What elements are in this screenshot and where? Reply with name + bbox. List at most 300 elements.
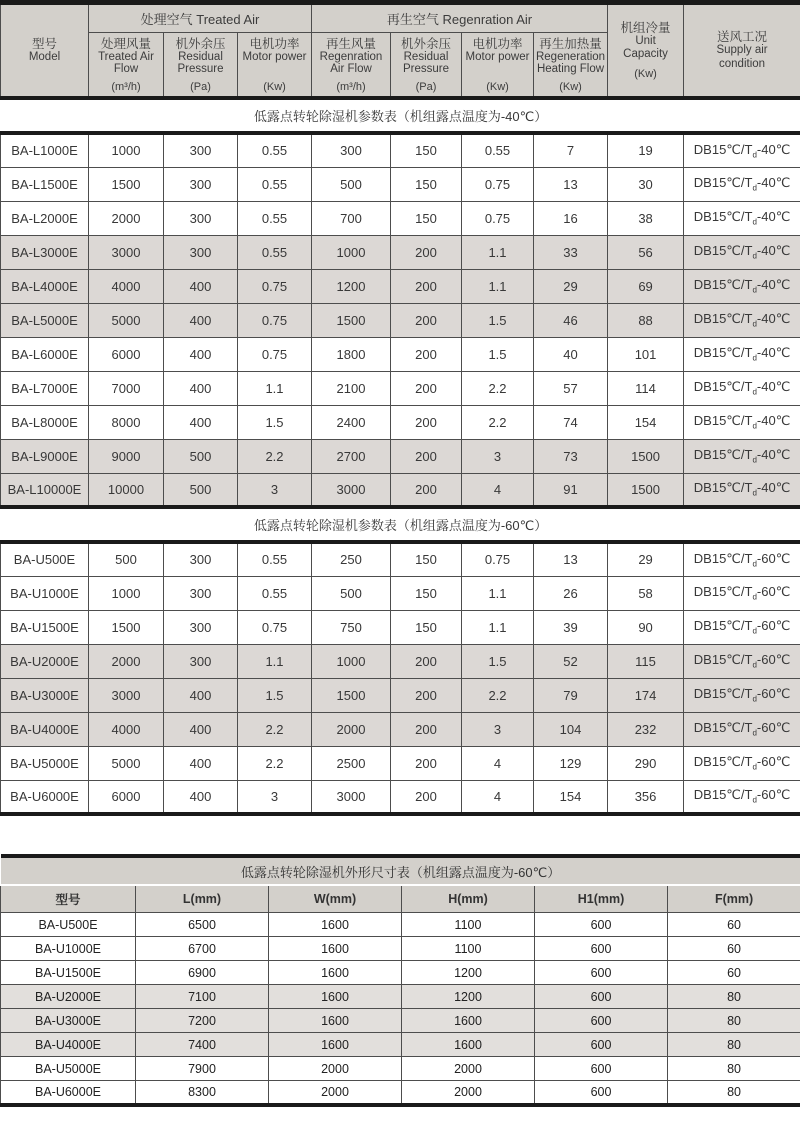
value-cell: 2400 — [312, 405, 391, 439]
value-cell: 3 — [462, 712, 534, 746]
model-cell: BA-U5000E — [1, 1057, 136, 1081]
value-cell: 6000 — [89, 337, 164, 371]
supply-condition-text: -60℃ — [756, 618, 791, 634]
supply-condition-text: -60℃ — [756, 787, 791, 803]
value-cell: 1500 — [608, 439, 684, 473]
table-row — [1, 439, 800, 473]
table-row — [1, 678, 800, 712]
value-cell: 4000 — [89, 712, 164, 746]
value-cell: 0.55 — [238, 201, 312, 235]
table-row — [1, 337, 800, 371]
supply-condition-cell — [684, 712, 800, 746]
supply-condition-text: d — [752, 353, 757, 363]
table-row — [1, 1057, 800, 1081]
table-row — [1, 780, 800, 814]
table-row — [1, 371, 800, 405]
value-cell: 1.5 — [462, 644, 534, 678]
supply-condition-text: DB15℃/T — [693, 652, 753, 668]
value-cell: 150 — [391, 610, 462, 644]
supply-condition-text: DB15℃/T — [693, 720, 753, 736]
value-cell: 1500 — [608, 473, 684, 507]
supply-condition-text: -60℃ — [756, 652, 791, 668]
col-group-regen-air: 再生空气 Regenration Air — [312, 3, 608, 33]
supply-condition-text: DB15℃/T — [693, 618, 753, 634]
dim-value-cell: 7200 — [136, 1009, 269, 1033]
value-cell: 79 — [534, 678, 608, 712]
dimension-table-title-row — [1, 856, 800, 885]
value-cell: 700 — [312, 201, 391, 235]
model-cell: BA-U2000E — [1, 985, 136, 1009]
supply-condition-text: DB15℃/T — [693, 480, 753, 496]
value-cell: 200 — [391, 780, 462, 814]
table-row — [1, 712, 800, 746]
value-cell: 2500 — [312, 746, 391, 780]
model-cell: BA-U6000E — [1, 1081, 136, 1105]
supply-condition-text: d — [752, 183, 757, 193]
value-cell: 4 — [462, 780, 534, 814]
supply-condition-cell — [684, 371, 800, 405]
value-cell: 1.5 — [238, 678, 312, 712]
supply-header-zh: 送风工况 — [717, 30, 768, 45]
supply-condition-cell — [684, 303, 800, 337]
value-cell: 3000 — [89, 235, 164, 269]
dim-value-cell: 1200 — [402, 985, 535, 1009]
value-cell: 1500 — [89, 610, 164, 644]
supply-condition-text: d — [752, 660, 757, 670]
table-row — [1, 269, 800, 303]
supply-condition-text: d — [752, 217, 757, 227]
value-cell: 200 — [391, 269, 462, 303]
dim-value-cell: 1200 — [402, 961, 535, 985]
value-cell: 200 — [391, 439, 462, 473]
col-header-regen-pressure: 机外余压 Residual Pressure (Pa) — [391, 33, 462, 99]
supply-condition-text: DB15℃/T — [693, 277, 753, 293]
value-cell: 174 — [608, 678, 684, 712]
value-cell: 56 — [608, 235, 684, 269]
value-cell: 300 — [164, 235, 238, 269]
value-cell: 2.2 — [462, 678, 534, 712]
model-cell: BA-L10000E — [1, 473, 89, 507]
value-cell: 250 — [312, 542, 391, 576]
value-cell: 150 — [391, 167, 462, 201]
supply-condition-text: -60℃ — [756, 686, 791, 702]
supply-condition-text: DB15℃/T — [693, 413, 753, 429]
dim-value-cell: 7100 — [136, 985, 269, 1009]
supply-condition-text: DB15℃/T — [693, 447, 753, 463]
model-cell: BA-L7000E — [1, 371, 89, 405]
supply-condition-cell — [684, 576, 800, 610]
supply-condition-text: -60℃ — [756, 584, 791, 600]
value-cell: 300 — [164, 542, 238, 576]
value-cell: 2.2 — [238, 439, 312, 473]
value-cell: 3000 — [312, 473, 391, 507]
table-row — [1, 913, 800, 937]
supply-condition-text: DB15℃/T — [693, 243, 753, 259]
value-cell: 114 — [608, 371, 684, 405]
dim-value-cell: 7900 — [136, 1057, 269, 1081]
dim-value-cell: 1600 — [269, 961, 402, 985]
value-cell: 0.75 — [462, 542, 534, 576]
value-cell: 2.2 — [238, 712, 312, 746]
supply-condition-text: DB15℃/T — [693, 686, 753, 702]
model-cell: BA-L3000E — [1, 235, 89, 269]
value-cell: 1000 — [312, 235, 391, 269]
value-cell: 400 — [164, 337, 238, 371]
supply-condition-text: d — [752, 150, 757, 160]
supply-condition-cell — [684, 644, 800, 678]
value-cell: 3 — [462, 439, 534, 473]
model-cell: BA-U500E — [1, 913, 136, 937]
value-cell: 30 — [608, 167, 684, 201]
value-cell: 300 — [164, 610, 238, 644]
supply-condition-cell — [684, 337, 800, 371]
dim-col-l: L(mm) — [136, 885, 269, 913]
value-cell: 1.1 — [462, 269, 534, 303]
table-row — [1, 167, 800, 201]
col-header-regen-heating: 再生加热量 Regeneration Heating Flow (Kw) — [534, 33, 608, 99]
value-cell: 400 — [164, 405, 238, 439]
supply-condition-text: d — [752, 421, 757, 431]
supply-condition-text: -40℃ — [756, 379, 791, 395]
table-row — [1, 985, 800, 1009]
value-cell: 200 — [391, 371, 462, 405]
value-cell: 7 — [534, 133, 608, 167]
col-header-treated-pressure: 机外余压 Residual Pressure (Pa) — [164, 33, 238, 99]
value-cell: 290 — [608, 746, 684, 780]
value-cell: 1.1 — [462, 610, 534, 644]
value-cell: 1500 — [89, 167, 164, 201]
value-cell: 200 — [391, 235, 462, 269]
supply-condition-text: d — [752, 285, 757, 295]
value-cell: 2.2 — [462, 405, 534, 439]
value-cell: 38 — [608, 201, 684, 235]
value-cell: 300 — [164, 644, 238, 678]
value-cell: 1800 — [312, 337, 391, 371]
dim-value-cell: 1600 — [269, 937, 402, 961]
value-cell: 19 — [608, 133, 684, 167]
dim-value-cell: 600 — [535, 1081, 668, 1105]
supply-condition-cell — [684, 610, 800, 644]
supply-condition-text: -40℃ — [756, 209, 791, 225]
supply-condition-cell — [684, 269, 800, 303]
table-row — [1, 1033, 800, 1057]
dim-value-cell: 1600 — [269, 1033, 402, 1057]
model-cell: BA-L9000E — [1, 439, 89, 473]
value-cell: 200 — [391, 473, 462, 507]
value-cell: 0.75 — [462, 201, 534, 235]
supply-condition-text: DB15℃/T — [693, 379, 753, 395]
col-header-regen-motor: 电机功率 Motor power (Kw) — [462, 33, 534, 99]
dim-value-cell: 80 — [668, 985, 800, 1009]
supply-condition-text: -40℃ — [756, 277, 791, 293]
value-cell: 300 — [164, 576, 238, 610]
value-cell: 500 — [164, 473, 238, 507]
value-cell: 500 — [312, 576, 391, 610]
col-header-regen-flow: 再生风量 Regenration Air Flow (m³/h) — [312, 33, 391, 99]
value-cell: 29 — [534, 269, 608, 303]
supply-condition-text: d — [752, 387, 757, 397]
value-cell: 0.55 — [462, 133, 534, 167]
value-cell: 0.55 — [238, 235, 312, 269]
table-row — [1, 473, 800, 507]
model-cell: BA-U1000E — [1, 576, 89, 610]
value-cell: 4000 — [89, 269, 164, 303]
dim-value-cell: 1600 — [269, 913, 402, 937]
value-cell: 1500 — [312, 303, 391, 337]
supply-condition-text: DB15℃/T — [693, 584, 753, 600]
value-cell: 0.55 — [238, 542, 312, 576]
value-cell: 6000 — [89, 780, 164, 814]
dim-value-cell: 6900 — [136, 961, 269, 985]
dim-value-cell: 1600 — [402, 1009, 535, 1033]
value-cell: 500 — [164, 439, 238, 473]
model-cell: BA-U5000E — [1, 746, 89, 780]
supply-condition-cell — [684, 405, 800, 439]
supply-condition-text: -60℃ — [756, 550, 791, 566]
dim-value-cell: 600 — [535, 1033, 668, 1057]
value-cell: 1.5 — [238, 405, 312, 439]
model-cell: BA-L1500E — [1, 167, 89, 201]
supply-condition-text: DB15℃/T — [693, 209, 753, 225]
value-cell: 26 — [534, 576, 608, 610]
dim-value-cell: 7400 — [136, 1033, 269, 1057]
supply-condition-text: d — [752, 251, 757, 261]
dimension-table-title: 低露点转轮除湿机外形尺寸表（机组露点温度为-60℃） — [1, 856, 800, 885]
supply-condition-text: d — [752, 626, 757, 636]
col-group-treated-air: 处理空气 Treated Air — [89, 3, 312, 33]
value-cell: 1.5 — [462, 337, 534, 371]
supply-condition-cell — [684, 439, 800, 473]
dim-value-cell: 600 — [535, 1057, 668, 1081]
supply-condition-text: -40℃ — [756, 345, 791, 361]
supply-condition-text: DB15℃/T — [693, 311, 753, 327]
value-cell: 1000 — [312, 644, 391, 678]
dim-col-f: F(mm) — [668, 885, 800, 913]
supply-condition-cell — [684, 167, 800, 201]
value-cell: 2000 — [89, 201, 164, 235]
col-header-unit-capacity — [608, 3, 684, 99]
dim-value-cell: 2000 — [269, 1057, 402, 1081]
unit-capacity-en1: Unit — [635, 35, 656, 48]
supply-condition-cell — [684, 780, 800, 814]
table-row — [1, 542, 800, 576]
value-cell: 33 — [534, 235, 608, 269]
supply-header-en2: condition — [719, 57, 766, 70]
value-cell: 154 — [534, 780, 608, 814]
supply-condition-text: d — [752, 559, 757, 569]
value-cell: 90 — [608, 610, 684, 644]
section-title: 低露点转轮除湿机参数表（机组露点温度为-40℃） — [1, 98, 800, 133]
supply-condition-text: DB15℃/T — [693, 550, 753, 566]
model-cell: BA-L2000E — [1, 201, 89, 235]
table-row — [1, 303, 800, 337]
supply-condition-cell — [684, 235, 800, 269]
supply-condition-cell — [684, 473, 800, 507]
value-cell: 13 — [534, 167, 608, 201]
value-cell: 500 — [89, 542, 164, 576]
value-cell: 69 — [608, 269, 684, 303]
supply-condition-text: -40℃ — [756, 243, 791, 259]
dim-value-cell: 1100 — [402, 937, 535, 961]
value-cell: 0.75 — [238, 303, 312, 337]
supply-condition-text: d — [752, 796, 757, 806]
model-cell: BA-U1500E — [1, 610, 89, 644]
value-cell: 1500 — [312, 678, 391, 712]
value-cell: 7000 — [89, 371, 164, 405]
dimension-header-row — [1, 885, 800, 913]
section-title-row — [1, 98, 800, 133]
value-cell: 2000 — [89, 644, 164, 678]
value-cell: 13 — [534, 542, 608, 576]
dim-value-cell: 80 — [668, 1081, 800, 1105]
value-cell: 101 — [608, 337, 684, 371]
table-row — [1, 610, 800, 644]
dim-value-cell: 2000 — [402, 1081, 535, 1105]
value-cell: 29 — [608, 542, 684, 576]
value-cell: 4 — [462, 746, 534, 780]
value-cell: 300 — [312, 133, 391, 167]
value-cell: 200 — [391, 405, 462, 439]
value-cell: 0.55 — [238, 133, 312, 167]
value-cell: 150 — [391, 542, 462, 576]
value-cell: 3000 — [312, 780, 391, 814]
value-cell: 88 — [608, 303, 684, 337]
model-header-zh: 型号 — [31, 36, 57, 51]
supply-condition-text: DB15℃/T — [693, 141, 753, 157]
model-cell: BA-L4000E — [1, 269, 89, 303]
dim-value-cell: 80 — [668, 1033, 800, 1057]
table-row — [1, 235, 800, 269]
dim-value-cell: 60 — [668, 913, 800, 937]
dim-col-h: H(mm) — [402, 885, 535, 913]
table-row — [1, 133, 800, 167]
dim-value-cell: 600 — [535, 985, 668, 1009]
table-row — [1, 201, 800, 235]
value-cell: 115 — [608, 644, 684, 678]
section-title: 低露点转轮除湿机参数表（机组露点温度为-60℃） — [1, 507, 800, 542]
model-cell: BA-U500E — [1, 542, 89, 576]
value-cell: 200 — [391, 644, 462, 678]
dim-value-cell: 2000 — [269, 1081, 402, 1105]
dim-value-cell: 6700 — [136, 937, 269, 961]
model-cell: BA-U1500E — [1, 961, 136, 985]
supply-condition-cell — [684, 678, 800, 712]
model-cell: BA-U3000E — [1, 678, 89, 712]
value-cell: 1.1 — [238, 644, 312, 678]
unit-capacity-zh: 机组冷量 — [620, 20, 671, 35]
model-cell: BA-U4000E — [1, 1033, 136, 1057]
value-cell: 500 — [312, 167, 391, 201]
supply-condition-text: -40℃ — [756, 175, 791, 191]
supply-condition-text: DB15℃/T — [693, 754, 753, 770]
model-cell: BA-L1000E — [1, 133, 89, 167]
value-cell: 200 — [391, 712, 462, 746]
table-row — [1, 1009, 800, 1033]
value-cell: 5000 — [89, 303, 164, 337]
value-cell: 1000 — [89, 133, 164, 167]
value-cell: 39 — [534, 610, 608, 644]
value-cell: 58 — [608, 576, 684, 610]
dim-value-cell: 80 — [668, 1057, 800, 1081]
table-row — [1, 937, 800, 961]
supply-condition-text: -40℃ — [756, 480, 791, 496]
value-cell: 2.2 — [462, 371, 534, 405]
value-cell: 0.55 — [238, 167, 312, 201]
value-cell: 0.75 — [238, 337, 312, 371]
supply-condition-text: -40℃ — [756, 311, 791, 327]
supply-condition-cell — [684, 542, 800, 576]
supply-condition-text: -60℃ — [756, 720, 791, 736]
model-cell: BA-L8000E — [1, 405, 89, 439]
dim-value-cell: 600 — [535, 1009, 668, 1033]
value-cell: 150 — [391, 133, 462, 167]
value-cell: 57 — [534, 371, 608, 405]
value-cell: 154 — [608, 405, 684, 439]
dim-value-cell: 6500 — [136, 913, 269, 937]
supply-condition-cell — [684, 201, 800, 235]
value-cell: 0.75 — [238, 269, 312, 303]
model-header-en: Model — [28, 51, 61, 64]
supply-condition-text: d — [752, 319, 757, 329]
unit-capacity-unit: (Kw) — [634, 67, 657, 80]
value-cell: 300 — [164, 167, 238, 201]
table-row — [1, 961, 800, 985]
supply-condition-text: DB15℃/T — [693, 787, 753, 803]
value-cell: 0.75 — [238, 610, 312, 644]
value-cell: 104 — [534, 712, 608, 746]
col-header-treated-flow: 处理风量 Treated Air Flow (m³/h) — [89, 33, 164, 99]
supply-condition-text: DB15℃/T — [693, 175, 753, 191]
value-cell: 73 — [534, 439, 608, 473]
dim-value-cell: 80 — [668, 1009, 800, 1033]
value-cell: 4 — [462, 473, 534, 507]
value-cell: 2000 — [312, 712, 391, 746]
value-cell: 200 — [391, 746, 462, 780]
value-cell: 200 — [391, 303, 462, 337]
value-cell: 74 — [534, 405, 608, 439]
supply-condition-text: d — [752, 489, 757, 499]
table-row — [1, 1081, 800, 1105]
model-cell: BA-U4000E — [1, 712, 89, 746]
value-cell: 9000 — [89, 439, 164, 473]
supply-condition-text: -40℃ — [756, 413, 791, 429]
value-cell: 400 — [164, 780, 238, 814]
value-cell: 2.2 — [238, 746, 312, 780]
value-cell: 10000 — [89, 473, 164, 507]
value-cell: 91 — [534, 473, 608, 507]
value-cell: 129 — [534, 746, 608, 780]
value-cell: 400 — [164, 269, 238, 303]
dim-value-cell: 1600 — [269, 1009, 402, 1033]
value-cell: 200 — [391, 337, 462, 371]
value-cell: 150 — [391, 576, 462, 610]
supply-condition-text: -40℃ — [756, 141, 791, 157]
value-cell: 356 — [608, 780, 684, 814]
model-cell: BA-U2000E — [1, 644, 89, 678]
col-header-supply-air — [684, 3, 800, 99]
value-cell: 16 — [534, 201, 608, 235]
value-cell: 400 — [164, 712, 238, 746]
unit-capacity-en2: Capacity — [623, 48, 668, 61]
supply-condition-cell — [684, 746, 800, 780]
dim-value-cell: 60 — [668, 961, 800, 985]
table-row — [1, 405, 800, 439]
value-cell: 150 — [391, 201, 462, 235]
supply-condition-text: DB15℃/T — [693, 345, 753, 361]
dim-col-model: 型号 — [1, 885, 136, 913]
value-cell: 5000 — [89, 746, 164, 780]
dim-value-cell: 600 — [535, 937, 668, 961]
